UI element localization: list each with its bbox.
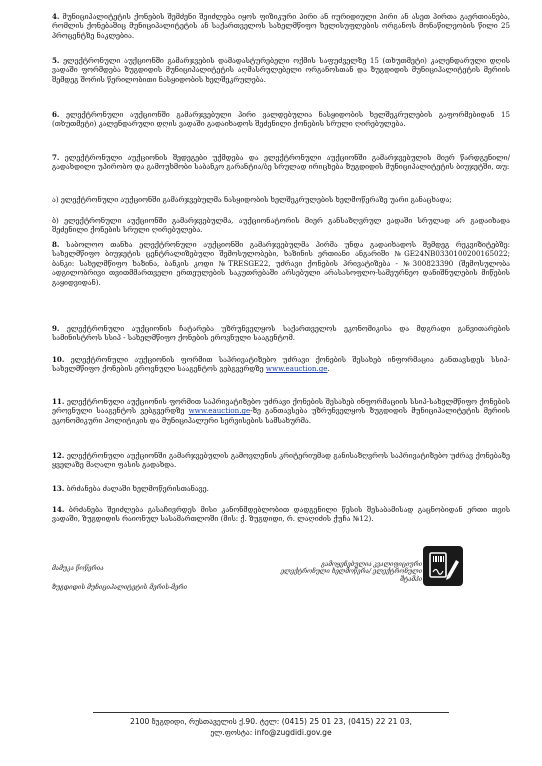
paragraph-text: ელექტრონული აუქციონში გამარჯვებული პირი ვალდებულია ნასყიდობის ხელშეკრულების გაფორმებიდან 15 (თხუთმეტი) კალენდარული დღის ვადაში გადაიხადოს შეძენილი ქონების სრული ღირებულება.: [52, 110, 510, 129]
paragraph-8: [52, 240, 510, 287]
paragraph-number: 7.: [52, 153, 60, 162]
paragraph-text: საბოლოო თანხა ელექტრონული აუქციონში გამარჯვებულმა პირმა უნდა გადაიხადოს შემდეგ რეკვიზიტებზე: სახელმწიფო ბიუჯეტის ცენტრალიზებული შემოსულობები, ხაზინის ერთიანი ანგარიში №GE24NB0330100200165022; ბანკი: სახელმწიფო ხაზინა, ბანკის კოდი №TRESGE22, უძრავი ქონების პრივატიზება - №300823390 (შემოსულობა ადგილობრივი თვითმმართველი ერთეულების საკუთრებაში არსებული არასასოფლო-სამეურნეო დანიშნულების მიწების გაყიდვიდან).: [52, 240, 510, 287]
paragraph-number: 13.: [52, 484, 65, 493]
paragraph-7a: [52, 195, 510, 204]
paragraph-text: ბრძანება ძალაში ხელმოწერისთანავე.: [66, 484, 209, 493]
paragraph-number: 10.: [52, 355, 65, 364]
paragraph-number: 4.: [52, 12, 60, 21]
footer-email: ელ.ფოსტა: info@zugdidi.gov.ge: [210, 728, 332, 737]
e-signature-glyph: [423, 546, 463, 586]
paragraph-text: ელექტრონული აუქციონის ფორმით საპრივატიზებო უძრავი ქონების შესახებ ინფორმაციის სსიპ-სახელმწიფო ქონების ეროვნული სააგენტოს ვებგვერდზე: [52, 397, 510, 416]
paragraph-13: [52, 484, 510, 493]
paragraph-10: [52, 355, 510, 374]
paragraph-12: [52, 451, 510, 470]
paragraph-text: ბრძანება შეიძლება გასაჩივრდეს მისი კანონმდებლობით დადგენილი წესის შესაბამისად გაცნობიდან ერთი თვის ვადაში, ზუგდიდის რაიონულ სასამართლოში (მის: ქ. ზუგდიდი, რ. ლაღიძის ქუჩა №12).: [52, 505, 510, 524]
qualified-signature-note: გამოყენებულია კვალიფიციური ელექტრონული ხელმოწერა/ ელექტრონული შტამპი: [280, 561, 422, 583]
paragraph-text: ელექტრონული აუქციონის ფორმით საპრივატიზებო უძრავი ქონების შესახებ ინფორმაცია განთავსდეს სსიპ-სახელმწიფო ქონების ეროვნული სააგენტოს ვებგვერდზე: [52, 355, 510, 374]
paragraph-text: მუნიციპალიტეტის ქონების შემძენი შეიძლება იყოს ფიზიკური პირი ან იურიდიული პირი ან ასეთ პირთა გაერთიანება, რომლის ქონებაშიც მუნიციპალიტეტის ან საქართველოს სახელმწიფო ხელისუფლების ორგანოს მონაწილეობის წილი 25 პროცენტზე ნაკლებია.: [52, 12, 510, 40]
paragraph-number: 9.: [52, 324, 60, 333]
signatory-title: ზუგდიდის მუნიციპალიტეტის მერის-მერი: [52, 584, 188, 591]
paragraph-number: 14.: [52, 505, 65, 514]
signatory-name: მამუკა წოწერია: [52, 565, 104, 572]
paragraph-number: 8.: [52, 240, 60, 249]
paragraph-number: 11.: [52, 397, 65, 406]
paragraph-4: [52, 12, 510, 40]
paragraph-14: [52, 505, 510, 524]
paragraph-7b: [52, 216, 510, 235]
paragraph-number: 6.: [52, 110, 60, 119]
paragraph-5: [52, 56, 510, 84]
paragraph-11: [52, 397, 510, 425]
paragraph-tail: -ზე განთავსება უზრუნველყოს ზუგდიდის მუნიციპალიტეტის მერიის ეკონომიკური პოლიტიკის და მუნიციპალური სერვისების სამსახურმა.: [52, 406, 510, 425]
paragraph-9: [52, 324, 510, 343]
paragraph-text: ელექტრონული აუქციონში გამარჯვების დამადასტურებელი ოქმის საფუძველზე 15 (თხუთმეტი) კალენდარული დღის ვადაში ფორმდება ზუგდიდის მუნიციპალიტეტის აღმასრულებელი ორგანოსთან და ზუგდიდის მუნიციპალიტეტის მერიის შემდეგ შორის წერილობითი ნასყიდობის ხელშეკრულება.: [52, 56, 510, 84]
e-signature-icon: [423, 546, 463, 586]
paragraph-text: ელექტრონული აუქციონის ჩატარება უზრუნველყოს საქართველოს ეკონომიკისა და მდგრადი განვითარების სამინისტროს სსიპ - სახელმწიფო ქონების ეროვნული სააგენტომ.: [52, 324, 510, 343]
paragraph-number: 5.: [52, 56, 60, 65]
paragraph-tail: .: [327, 364, 330, 374]
paragraph-text: ა) ელექტრონული აუქციონში გამარჯვებულმა ნასყიდობის ხელშეკრულების ხელმოწერაზე უარი განაცხადა;: [52, 195, 452, 204]
paragraph-6: [52, 110, 510, 129]
eauction-link[interactable]: www.eauction.ge: [265, 364, 328, 374]
eauction-link[interactable]: www.eauction.ge: [188, 406, 251, 416]
paragraph-text: ბ) ელექტრონული აუქციონში გამარჯვებულმა, აუქციონატორის მიერ განსაზღვრულ ვადაში სრულად არ გადაიხადა შეძენილი ქონების სრული ღირებულება.: [52, 216, 510, 235]
paragraph-7: [52, 153, 510, 172]
paragraph-number: 12.: [52, 451, 65, 460]
paragraph-text: ელექტრონული აუქციონში გამარჯვებულის გამოვლენის კრიტერიუმად განისაზღვროს საპრივატიზებო უძრავ ქონებაზე ყველაზე მაღალი ფასის გადახდა.: [52, 451, 510, 470]
paragraph-text: ელექტრონული აუქციონის შედეგები უქმდება და ელექტრონული აუქციონში გამარჯვებულის მიერ წარდგენილი/გადახდილი უპირობო და გამოუხმობი საბანკო გარანტია/ბე სრულად ირიცხება ზუგდიდის მუნიციპალიტეტის ბიუჯეტში, თუ:: [52, 153, 510, 172]
footer-address: 2100 ზუგდიდი, რუსთაველის ქ.90. ტელ: (0415) 25 01 23, (0415) 22 21 03,: [130, 717, 412, 726]
footer-divider: [93, 712, 449, 713]
